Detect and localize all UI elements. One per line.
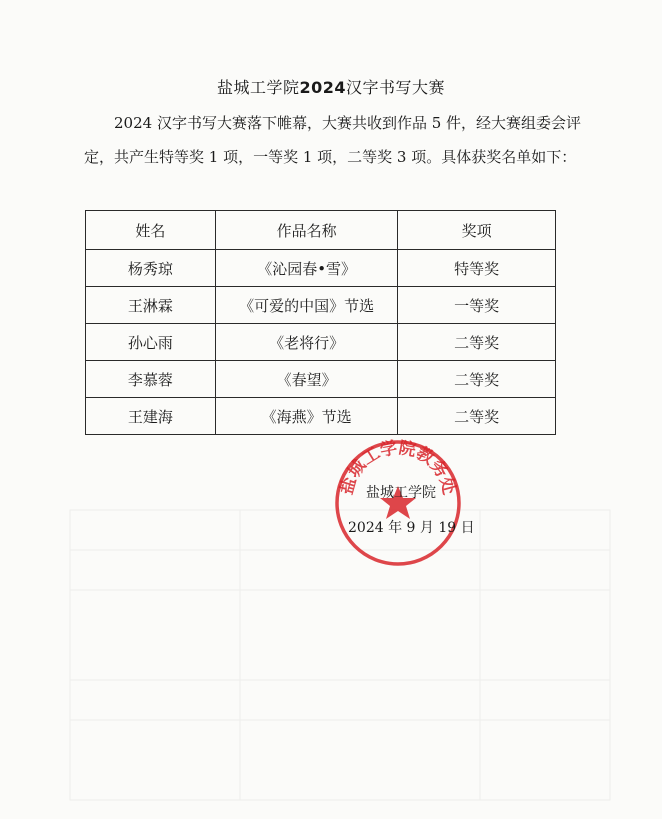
cell-name: 王淋霖 xyxy=(86,287,216,324)
header-award: 奖项 xyxy=(398,211,556,250)
cell-work: 《可爱的中国》节选 xyxy=(215,287,398,324)
signature-organization: 盐城工学院 xyxy=(366,485,436,501)
cell-work: 《沁园春•雪》 xyxy=(215,250,398,287)
cell-award: 二等奖 xyxy=(398,324,556,361)
table-row xyxy=(86,398,556,435)
cell-award: 特等奖 xyxy=(398,250,556,287)
table-row xyxy=(86,361,556,398)
table-header-row xyxy=(86,211,556,250)
table-row xyxy=(86,287,556,324)
table-row xyxy=(86,324,556,361)
intro-paragraph: 2024 汉字书写大赛落下帷幕，大赛共收到作品 5 件，经大赛组委会评定，共产生特等奖 1 项，一等奖 1 项，二等奖 3 项。具体获奖名单如下： xyxy=(84,114,582,166)
cell-award: 一等奖 xyxy=(398,287,556,324)
cell-work: 《老将行》 xyxy=(215,324,398,361)
signature-date: 2024 年 9 月 19 日 xyxy=(348,520,475,536)
cell-name: 王建海 xyxy=(86,398,216,435)
cell-work: 《春望》 xyxy=(215,361,398,398)
official-seal xyxy=(333,438,463,568)
cell-work: 《海燕》节选 xyxy=(215,398,398,435)
header-work: 作品名称 xyxy=(215,211,398,250)
awards-table xyxy=(85,210,556,435)
cell-name: 李慕蓉 xyxy=(86,361,216,398)
cell-name: 孙心雨 xyxy=(86,324,216,361)
table-row xyxy=(86,250,556,287)
seal-text: 盐城工学院教务处 xyxy=(336,438,460,497)
header-name: 姓名 xyxy=(86,211,216,250)
cell-award: 二等奖 xyxy=(398,361,556,398)
page-title: 盐城工学院2024汉字书写大赛 xyxy=(216,78,446,97)
cell-name: 杨秀琼 xyxy=(86,250,216,287)
cell-award: 二等奖 xyxy=(398,398,556,435)
